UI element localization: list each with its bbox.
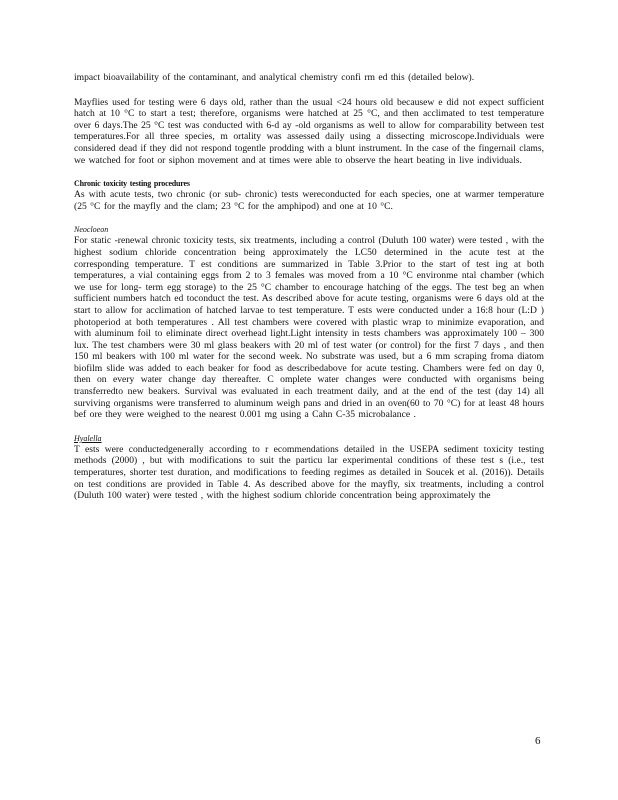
paragraph-neocloeon: For static -renewal chronic toxicity tests, six treatments, including a control (Duluth 100 water) were tested , with the highest sodium chloride concentration being approximately the LC50 determined in the acute test at the corresponding temperature. T est conditions are summarized in Table 3.Prior to the start of test ing at both temperatures, a vial containing eggs from 2 to 3 females was moved from a 10 °C environme ntal chamber (which we use for long- term egg storage) to the 25 °C chamber to encourage hatching of the eggs. The test beg an when sufficient numbers hatch ed toconduct the test. As described above for acute testing, organisms were 6 days old at the start to allow for acclimation of hatched larvae to test temperature. T ests were conducted under a 16:8 hour (L:D ) photoperiod at both temperatures . All test chambers were covered with plastic wrap to minimize evaporation, and with aluminum foil to eliminate direct overhead light.Light intensity in tests chambers was approximately 100 – 300 lux. The test chambers were 30 ml glass beakers with 20 ml of test water (or control) for the first 7 days , and then 150 ml beakers with 100 ml water for the second week. No substrate was used, but a 6 mm scraping froma diatom biofilm slide was added to each beaker for food as describedabove for acute testing. Chambers were fed on day 0, then on every water change day thereafter. C omplete water changes were conducted with organisms being transferredto new beakers. Survival was evaluated in each treatment daily, and at the end of the test (day 14) all surviving organisms were transferred to aluminum weigh pans and dried in an oven(60 to 70 °C) for at least 48 hours bef ore they were weighed to the nearest 0.001 mg using a Cahn C-35 microbalance . xyxy=(74,235,544,421)
paragraph-mayflies: Mayflies used for testing were 6 days old, rather than the usual <24 hours old becausew e did not expect sufficient hatch at 10 °C to start a test; therefore, organisms were hatched at 25 °C, and then acclimated to test temperature over 6 days.The 25 °C test was conducted with 6-d ay -old organisms as well to allow for comparability between test temperatures.For all three species, m ortality was assessed daily using a dissecting microscope.Individuals were considered dead if they did not respond togentle prodding with a blunt instrument. In the case of the fingernail clams, we watched for foot or siphon movement and at times were able to observe the heart beating in live individuals. xyxy=(74,96,544,166)
body-text xyxy=(74,72,544,515)
subheading-hyalella: Hyalella xyxy=(74,433,102,443)
subheading-neocloeon: Neocloeon xyxy=(74,225,109,235)
paragraph-hyalella: T ests were conductedgenerally according to r ecommendations detailed in the USEPA sediment toxicity testing methods (2000) , but with modifications to suit the particu lar experimental conditions of these test s (i.e., test temperatures, shorter test duration, and modifications to feeding regimes as detailed in Soucek et al. (2016)). Details on test conditions are provided in Table 4. As described above for the mayfly, six treatments, including a control (Duluth 100 water) were tested , with the highest sodium chloride concentration being approximately the xyxy=(74,443,544,502)
heading-chronic-procedures: Chronic toxicity testing procedures xyxy=(74,179,190,189)
page-number: 6 xyxy=(535,735,541,747)
paragraph-chronic-intro: As with acute tests, two chronic (or sub- chronic) tests wereconducted for each species, one at warmer temperature (25 °C for the mayfly and the clam; 23 °C for the amphipod) and one at 10 °C. xyxy=(74,189,544,212)
paragraph-intro-continued: impact bioavailability of the contaminant, and analytical chemistry confi rm ed this (detailed below). xyxy=(74,72,475,83)
